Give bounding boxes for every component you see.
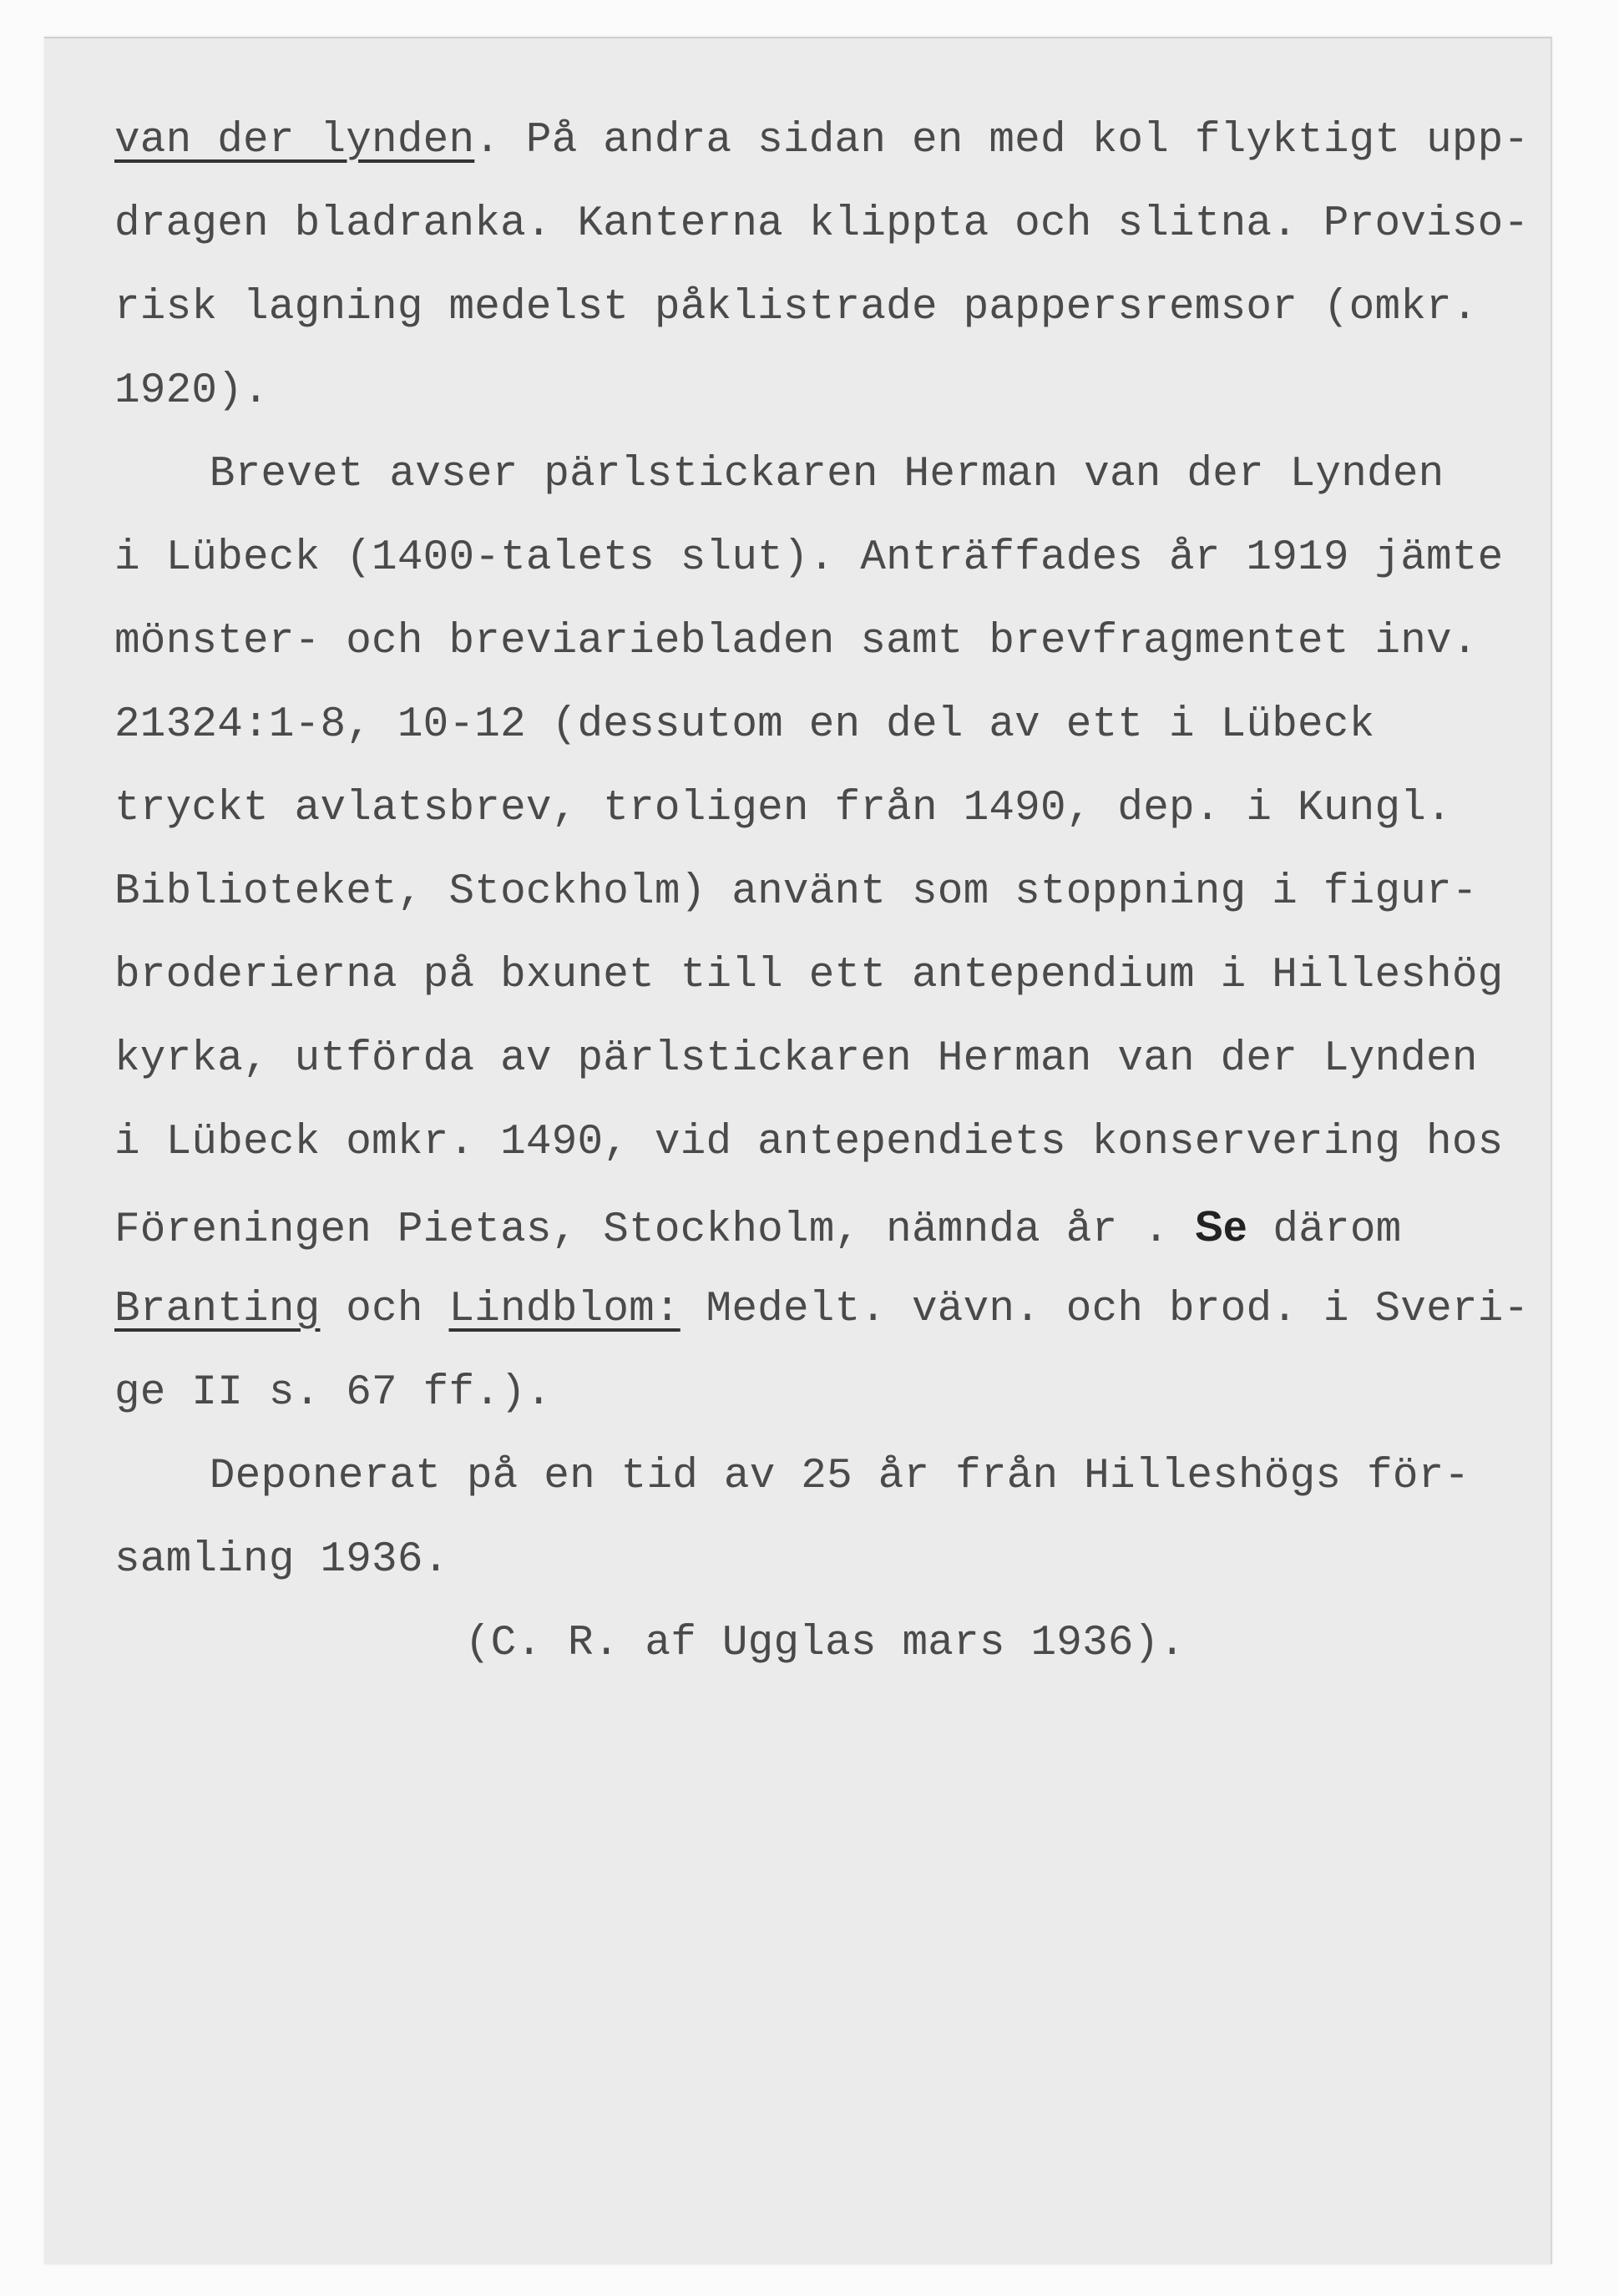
- text-line: [114, 600, 1478, 684]
- text-segment: samling 1936.: [114, 1536, 449, 1584]
- text-segment: ge II s. 67 ff.).: [114, 1369, 552, 1417]
- text-line: [114, 350, 269, 433]
- text-segment: Medelt. vävn. och brod. i Sveri-: [680, 1286, 1530, 1333]
- text-segment: i Lübeck omkr. 1490, vid antependiets konservering hos: [114, 1119, 1504, 1166]
- text-segment: Deponerat på en tid av 25 år från Hilleshögs för-: [209, 1453, 1470, 1500]
- text-segment: i Lübeck (1400-talets slut). Anträffades år 1919 jämte: [114, 534, 1504, 582]
- text-line: [114, 1268, 1529, 1352]
- text-line: [114, 99, 1529, 183]
- text-line: [114, 1101, 1503, 1185]
- underlined-reference: van der lynden: [114, 117, 475, 164]
- underlined-reference: Branting: [114, 1286, 321, 1333]
- text-segment: mönster- och breviariebladen samt brevfragmentet inv.: [114, 618, 1478, 665]
- text-line: [114, 851, 1478, 934]
- text-segment: tryckt avlatsbrev, troligen från 1490, dep. i Kungl.: [114, 785, 1452, 832]
- text-line: [114, 1352, 552, 1435]
- text-segment: broderierna på bxunet till ett antependium i Hilleshög: [114, 952, 1504, 999]
- text-segment: risk lagning medelst påklistrade pappersremsor (omkr.: [114, 284, 1478, 331]
- text-line: [114, 1185, 1401, 1268]
- text-segment: 1920).: [114, 367, 269, 415]
- text-segment: därom: [1247, 1206, 1402, 1254]
- text-segment: . På andra sidan en med kol flyktigt upp-: [474, 117, 1530, 164]
- text-segment: Föreningen Pietas, Stockholm, nämnda år .: [114, 1206, 1195, 1254]
- text-segment: 21324:1-8, 10-12 (dessutom en del av ett i Lübeck: [114, 701, 1375, 749]
- handwritten-correction: Se: [1194, 1202, 1247, 1250]
- text-line: [114, 183, 1529, 266]
- underlined-reference: Lindblom:: [448, 1286, 680, 1333]
- text-line: [114, 1602, 1185, 1686]
- text-line: [114, 517, 1503, 600]
- text-segment: och: [320, 1286, 449, 1333]
- text-segment: Biblioteket, Stockholm) använt som stoppning i figur-: [114, 868, 1478, 916]
- text-line: [114, 266, 1478, 350]
- text-line: [114, 934, 1503, 1018]
- text-line: [114, 1435, 1470, 1519]
- text-line: [114, 433, 1444, 517]
- text-segment: Brevet avser pärlstickaren Herman van der Lynden: [209, 451, 1444, 498]
- text-segment: dragen bladranka. Kanterna klippta och slitna. Proviso-: [114, 200, 1530, 248]
- typewritten-page: [44, 37, 1552, 2264]
- text-line: [114, 684, 1374, 767]
- text-line: [114, 1519, 448, 1602]
- text-line: [114, 1018, 1478, 1101]
- text-segment: (C. R. af Ugglas mars 1936).: [464, 1620, 1186, 1667]
- text-segment: kyrka, utförda av pärlstickaren Herman van der Lynden: [114, 1035, 1478, 1083]
- text-line: [114, 767, 1452, 851]
